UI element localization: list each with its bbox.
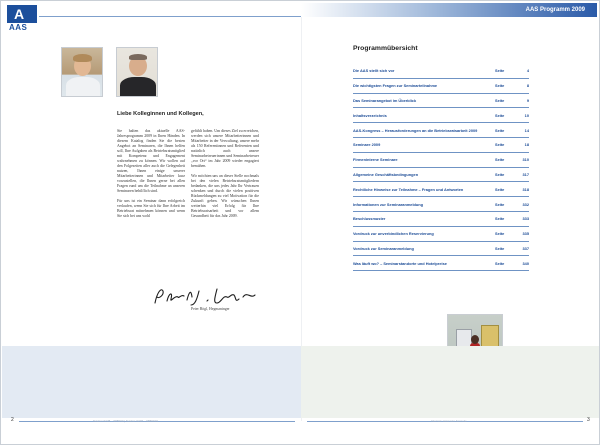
toc-entry-title: Das Seminarangebot im Überblick	[353, 97, 417, 103]
toc-entry-title: Die wichtigsten Fragen zur Seminarteilnahme	[353, 83, 438, 89]
portrait-photo-2	[116, 47, 158, 97]
toc-page-label: Seite	[495, 97, 505, 103]
handwritten-signature	[151, 285, 281, 307]
footer-band-left	[2, 346, 301, 418]
toc-row[interactable]	[353, 256, 529, 271]
toc-entry-title: Was läuft wo? – Seminarstandorte und Hotelpreise	[353, 260, 447, 266]
toc-page-label: Seite	[495, 231, 505, 237]
portrait-body	[66, 77, 100, 97]
toc-row[interactable]	[353, 212, 529, 227]
toc-page-label: Seite	[495, 171, 505, 177]
letter-greeting: Liebe Kolleginnen und Kollegen,	[117, 111, 204, 117]
toc-entry-title: Informationen zur Seminaranmeldung	[353, 201, 424, 207]
toc-page-label: Seite	[495, 260, 505, 266]
footer-contact-right: Internet: www.aas-bonn.de	[431, 419, 467, 423]
portrait-hair	[73, 54, 92, 62]
toc-page-number: 9	[526, 97, 529, 103]
toc-page-number: 317	[522, 171, 529, 177]
logo-text: AAS	[9, 23, 28, 32]
logo-letter: A	[14, 6, 25, 22]
toc-page-number: 4	[526, 68, 529, 74]
toc-page-label: Seite	[495, 245, 505, 251]
toc-row[interactable]	[353, 138, 529, 153]
portrait-body	[120, 77, 156, 97]
page-number-right: 3	[587, 417, 590, 423]
toc-entry-title: Inhaltsverzeichnis	[353, 112, 387, 118]
header-title: AAS Programm 2009	[525, 7, 585, 13]
portrait-photo-1	[61, 47, 103, 97]
toc-page-number: 318	[522, 186, 529, 192]
toc-page-label: Seite	[495, 127, 505, 133]
toc-entry-title: Rechtliche Hinweise zur Teilnahme – Fragen und Antworten	[353, 186, 464, 192]
letter-column-1	[117, 129, 185, 224]
toc-row[interactable]	[353, 197, 529, 212]
person-head	[471, 335, 479, 344]
portrait-hair	[129, 54, 147, 60]
toc-page-label: Seite	[495, 201, 505, 207]
signature-caption: Peter Bögl, Hegmaninger	[191, 307, 230, 311]
toc-entry-title: Firmeninterne Seminare	[353, 157, 398, 163]
header-band	[301, 3, 597, 17]
toc-entry-title: Die AAS stellt sich vor	[353, 68, 395, 74]
toc-entry-title: Seminare 2009	[353, 142, 381, 148]
footer-band-right	[301, 346, 599, 418]
toc-page-number: 340	[522, 260, 529, 266]
toc-page-number: 18	[524, 142, 529, 148]
page-number-left: 2	[11, 417, 14, 423]
toc-entry-title: Vordruck zur unverbindlichen Reservierung	[353, 231, 434, 237]
toc-row[interactable]	[353, 94, 529, 109]
header-rule	[39, 16, 301, 17]
toc-row[interactable]	[353, 123, 529, 138]
toc-entry-title: AAS-Kongress – Herausforderungen an die Betriebsratsarbeit 2009	[353, 127, 478, 133]
toc-page-label: Seite	[495, 112, 505, 118]
letter-paragraph: gefühlt haben. Um dieses Ziel zu erreichen, werden sich unsere Mitarbeiterinnen und Mitarbeiter in der Verwaltung, unsere mehr als 150 Referentinnen und Referenten und natürlich auch unsere Seminarbetreuerinnen und Seminarbetreuer „vor Ort“ im Jahr 2009 wieder engagiert bemühen.	[191, 129, 259, 168]
toc-page-number: 310	[522, 157, 529, 163]
toc-entry-title: Beschlussmuster	[353, 216, 386, 222]
toc-row[interactable]	[353, 227, 529, 242]
toc-entry-title: Allgemeine Geschäftsbedingungen	[353, 171, 419, 177]
toc-row[interactable]	[353, 153, 529, 168]
toc-page-number: 8	[526, 83, 529, 89]
toc-row[interactable]	[353, 182, 529, 197]
toc-title: Programmübersicht	[353, 45, 418, 52]
letter-column-2	[191, 129, 259, 224]
toc-page-number: 14	[524, 127, 529, 133]
toc-page-label: Seite	[495, 157, 505, 163]
toc-page-number: 335	[522, 231, 529, 237]
toc-page-label: Seite	[495, 186, 505, 192]
letter-paragraph: Für uns ist ein Seminar dann erfolgreich verlaufen, wenn Sie sich für Ihre Arbeit im Betriebsrat mitnehmen können und wenn Sie sich bei uns wohl	[117, 199, 185, 218]
letter-paragraph: Wir möchten uns an dieser Stelle nochmals bei den vielen Betriebsratsmitgliedern bedanken, die uns jedes Jahr Ihr Vertrauen schenken und durch die vielen positiven Rückmeldungen zu viel Motivation für die Zukunft geben. Wir wünschen Ihnen weiterhin viel Erfolg für Ihre Betriebsratsarbeit und vor allem Gesundheit für das Jahr 2009.	[191, 174, 259, 218]
toc-page-number: 332	[522, 201, 529, 207]
footer-contact-left: Telefon 0228 – 985990 | Telefax 0228 – 9859919	[93, 419, 158, 423]
toc-page-label: Seite	[495, 142, 505, 148]
toc-row[interactable]	[353, 64, 529, 79]
toc-page-number: 10	[524, 112, 529, 118]
toc-page-number: 337	[522, 245, 529, 251]
logo-mark	[7, 5, 37, 23]
toc-list	[353, 64, 529, 271]
toc-entry-title: Vordruck zur Seminaranmeldung	[353, 245, 414, 251]
toc-row[interactable]	[353, 242, 529, 257]
toc-row[interactable]	[353, 168, 529, 183]
toc-row[interactable]	[353, 108, 529, 123]
toc-page-number: 333	[522, 216, 529, 222]
aas-logo	[7, 5, 37, 31]
toc-page-label: Seite	[495, 83, 505, 89]
toc-page-label: Seite	[495, 216, 505, 222]
toc-row[interactable]	[353, 79, 529, 94]
toc-page-label: Seite	[495, 68, 505, 74]
letter-paragraph: Sie halten das aktuelle AAS-Jahresprogramm 2009 in Ihren Händen. In diesem Katalog finden Sie die besten Angebot an Seminaren, die Ihnen helfen soll, Ihre Aufgaben als Betriebsratsmitglied mit Kompetenz und Engagement wahrnehmen zu können. Wir wollen auf den Folgeseiten aller auch die Gelegenheit nutzen, Ihnen einige unserer Mitarbeiterinnen und Mitarbeiter kurz vorzustellen, die Ihnen gerne bei allen Fragen rund um die Teilnahme an unseren Seminaren behilflich sind.	[117, 129, 185, 193]
